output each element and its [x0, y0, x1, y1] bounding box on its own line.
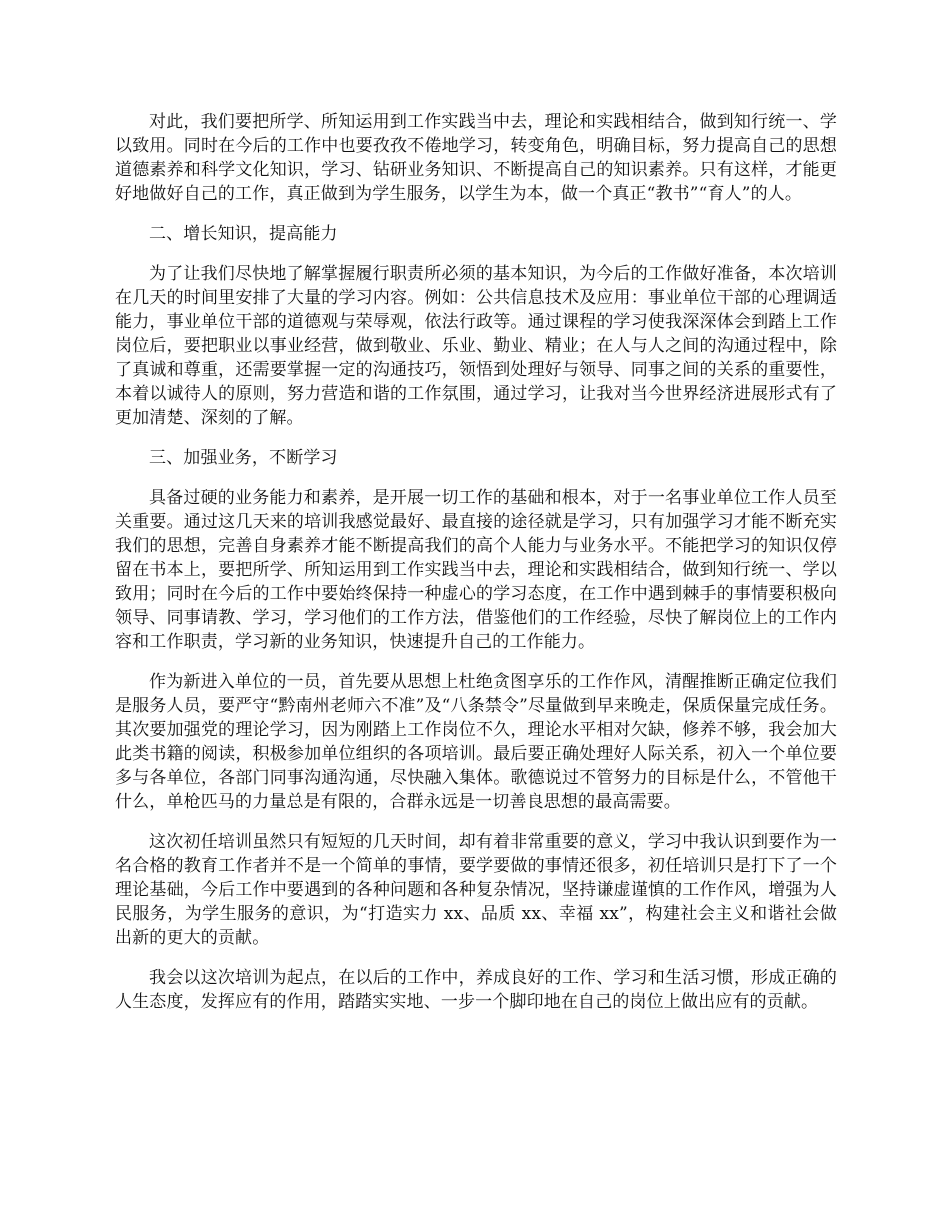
paragraph: 具备过硬的业务能力和素养，是开展一切工作的基础和根本，对于一名事业单位工作人员至关重要。通过这几天来的培训我感觉最好、最直接的途径就是学习，只有加强学习才能不断充实我们的思想，完善自身素养才能不断提高我们的高个人能力与业务水平。不能把学习的知识仅停留在书本上，要把所学、所知运用到工作实践当中去，理论和实践相结合，做到知行统一、学以致用；同时在今后的工作中要始终保持一种虚心的学习态度，在工作中遇到棘手的事情要积极向领导、同事请教、学习，学习他们的工作方法，借鉴他们的工作经验，尽快了解岗位上的工作内容和工作职责，学习新的业务知识，快速提升自己的工作能力。 [115, 488, 837, 652]
paragraph: 这次初任培训虽然只有短短的几天时间，却有着非常重要的意义，学习中我认识到要作为一名合格的教育工作者并不是一个简单的事情，要学要做的事情还很多，初任培训只是打下了一个理论基础，今后工作中要遇到的各种问题和各种复杂情况，坚持谦虚谨慎的工作作风，增强为人民服务，为学生服务的意识，为“打造实力 xx、品质 xx、幸福 xx”，构建社会主义和谐社会做出新的更大的贡献。 [115, 832, 837, 948]
section-heading: 二、增长知识，提高能力 [149, 224, 338, 244]
section-heading: 三、加强业务，不断学习 [149, 448, 338, 468]
paragraph: 我会以这次培训为起点，在以后的工作中，养成良好的工作、学习和生活习惯，形成正确的人生态度，发挥应有的作用，踏踏实实地、一步一个脚印地在自己的岗位上做出应有的贡献。 [115, 968, 837, 1012]
paragraph: 作为新进入单位的一员，首先要从思想上杜绝贪图享乐的工作作风，清醒推断正确定位我们是服务人员，要严守“黔南州老师六不准”及“八条禁令”尽量做到早来晚走，保质保量完成任务。其次要加强党的理论学习，因为刚踏上工作岗位不久，理论水平相对欠缺，修养不够，我会加大此类书籍的阅读，积极参加单位组织的各项培训。最后要正确处理好人际关系，初入一个单位要多与各单位，各部门同事沟通沟通，尽快融入集体。歌德说过不管努力的目标是什么，不管他干什么，单枪匹马的力量总是有限的，合群永远是一切善良思想的最高需要。 [115, 672, 837, 812]
paragraph: 为了让我们尽快地了解掌握履行职责所必须的基本知识，为今后的工作做好准备，本次培训在几天的时间里安排了大量的学习内容。例如：公共信息技术及应用：事业单位干部的心理调适能力，事业单位干部的道德观与荣辱观，依法行政等。通过课程的学习使我深深体会到踏上工作岗位后，要把职业以事业经营，做到敬业、乐业、勤业、精业；在人与人之间的沟通过程中，除了真诚和尊重，还需要掌握一定的沟通技巧，领悟到处理好与领导、同事之间的关系的重要性，本着以诚待人的原则，努力营造和谐的工作氛围，通过学习，让我对当今世界经济进展形式有了更加清楚、深刻的了解。 [115, 264, 837, 428]
paragraph: 对此，我们要把所学、所知运用到工作实践当中去，理论和实践相结合，做到知行统一、学以致用。同时在今后的工作中也要孜孜不倦地学习，转变角色，明确目标，努力提高自己的思想道德素养和科学文化知识，学习、钻研业务知识、不断提高自己的知识素养。只有这样，才能更好地做好自己的工作，真正做到为学生服务，以学生为本，做一个真正“教书”“育人”的人。 [115, 112, 837, 204]
document-page [115, 110, 837, 1030]
